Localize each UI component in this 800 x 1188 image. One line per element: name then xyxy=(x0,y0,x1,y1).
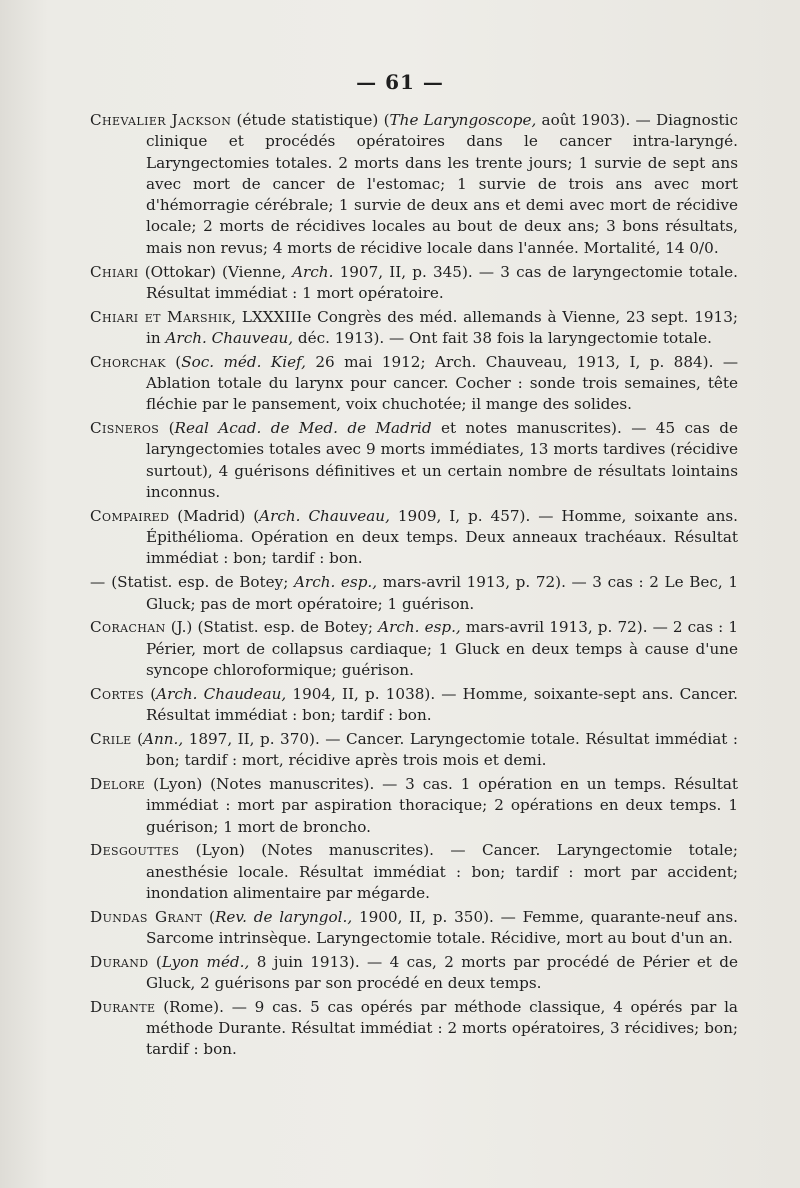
bibliography-entry xyxy=(90,572,738,615)
entry-text: 1900, II, p. 350). — Femme, quarante-neuf ans. Sarcome intrinsèque. Laryngectomie totale. Récidive, mort au bout d'un an. xyxy=(146,907,738,947)
author-name: Chiari et Marshik xyxy=(90,307,232,326)
bibliography-entry xyxy=(90,307,738,350)
entry-text: (Madrid) ( xyxy=(169,506,260,525)
entry-text: , LXXXIIIe Congrès des méd. allemands à Vienne, 23 sept. 1913; in xyxy=(146,307,739,347)
author-name: Delore xyxy=(90,774,146,793)
entry-text: ( xyxy=(148,952,162,971)
entry-text: ( xyxy=(144,684,157,703)
bibliography-entry xyxy=(90,729,738,772)
author-name: Compaired xyxy=(90,506,170,525)
author-name: Crile xyxy=(90,729,132,748)
author-name: — xyxy=(90,573,106,592)
publication-title: Arch. xyxy=(292,262,334,281)
publication-title: Rev. de laryngol., xyxy=(214,907,353,926)
bibliography-entry xyxy=(90,774,738,838)
entry-text: 1907, II, p. 345). — 3 cas de laryngectomie totale. Résultat immédiat : 1 mort opératoire. xyxy=(146,262,738,302)
entry-text: (Statist. esp. de Botey; xyxy=(105,573,294,592)
publication-title: Soc. méd. Kief, xyxy=(181,352,306,371)
entry-text: ( xyxy=(165,352,182,371)
author-name: Durante xyxy=(90,997,156,1016)
entry-text: ( xyxy=(131,729,144,748)
bibliography-entry xyxy=(90,418,738,503)
entry-text: août 1903). — Diagnostic clinique et procédés opératoires dans le cancer intra-laryngé. Laryngectomies totales. 2 morts dans les trente jours; 1 survie de sept ans avec mort de cancer de l'estomac; 1 survie de trois ans avec mort d'hémorragie cérébrale; 1 survie de deux ans et demi avec mort de récidive locale; 2 morts de récidives locales au bout de deux ans; 3 bons résultats, mais non revus; 4 morts de récidive locale dans l'année. Mortalité, 14 0/0. xyxy=(146,111,738,257)
bibliography-list xyxy=(90,110,738,1063)
author-name: Cortes xyxy=(90,684,145,703)
entry-text: déc. 1913). — Ont fait 38 fois la laryngectomie totale. xyxy=(293,328,712,347)
entry-text: 8 juin 1913). — 4 cas, 2 morts par procédé de Périer et de Gluck, 2 guérisons par son procédé en deux temps. xyxy=(146,952,739,993)
bibliography-entry xyxy=(90,952,738,995)
publication-title: The Laryngoscope, xyxy=(389,111,537,129)
bibliography-entry xyxy=(90,262,738,305)
author-name: Chiari xyxy=(90,262,139,281)
entry-text: 26 mai 1912; Arch. Chauveau, 1913, I, p. 884). — Ablation totale du larynx pour cancer. Cocher : sonde trois semaines, tête fléchie par le pansement, voix chuchotée; il mange des solides. xyxy=(146,352,739,414)
bibliography-entry xyxy=(90,617,738,681)
bibliography-entry xyxy=(90,684,738,727)
entry-text: 1909, I, p. 457). — Homme, soixante ans. Épithélioma. Opération en deux temps. Deux anneaux trachéaux. Résultat immédiat : bon; tardif : bon. xyxy=(146,506,738,568)
bibliography-entry xyxy=(90,997,738,1061)
publication-title: Arch. Chauveau, xyxy=(165,328,294,347)
publication-title: Arch. Chauveau, xyxy=(259,506,390,525)
entry-text: (J.) (Statist. esp. de Botey; xyxy=(165,618,379,637)
publication-title: Arch. esp., xyxy=(293,573,378,592)
publication-title: Arch. esp., xyxy=(378,618,461,637)
publication-title: Ann., xyxy=(143,729,184,748)
publication-title: Lyon méd., xyxy=(161,952,250,971)
bibliography-entry xyxy=(90,840,738,904)
page-number: — 61 — xyxy=(356,70,444,94)
entry-text: (Lyon) (Notes manuscrites). — Cancer. Laryngectomie totale; anesthésie locale. Résultat immédiat : bon; tardif : mort par accident; inondation alimentaire par mégarde. xyxy=(146,841,738,902)
author-name: Chorchak xyxy=(90,352,166,371)
entry-text: ( xyxy=(159,419,175,438)
author-name: Desgouttes xyxy=(90,841,180,860)
author-name: Chevalier Jackson xyxy=(90,111,232,129)
entry-text: mars-avril 1913, p. 72). — 2 cas : 1 Périer, mort de collapsus cardiaque; 1 Gluck en deux temps à cause d'une syncope chloroformique; guérison. xyxy=(146,618,739,679)
entry-text: (Rome). — 9 cas. 5 cas opérés par méthode classique, 4 opérés par la méthode Durante. Résultat immédiat : 2 morts opératoires, 3 récidives; bon; tardif : bon. xyxy=(146,997,738,1059)
entry-text: (Lyon) (Notes manuscrites). — 3 cas. 1 opération en un temps. Résultat immédiat : mort par aspiration thoracique; 2 opérations en deux temps. 1 guérison; 1 mort de broncho. xyxy=(145,774,738,836)
entry-text: 1897, II, p. 370). — Cancer. Laryngectomie totale. Résultat immédiat : bon; tardif : mort, récidive après trois mois et demi. xyxy=(146,729,738,770)
publication-title: Real Acad. de Med. de Madrid xyxy=(174,419,432,438)
entry-text: (étude statistique) ( xyxy=(231,111,390,129)
author-name: Dundas Grant xyxy=(90,907,203,926)
entry-text: (Ottokar) (Vienne, xyxy=(138,262,293,281)
author-name: Cisneros xyxy=(90,419,160,438)
entry-text: et notes manuscrites). — 45 cas de laryngectomies totales avec 9 morts immédiates, 13 morts tardives (récidive surtout), 4 guérisons définitives et un certain nombre de résultats lointains inconnus. xyxy=(146,419,738,502)
bibliography-entry xyxy=(90,907,738,950)
entry-text: mars-avril 1913, p. 72). — 3 cas : 2 Le Bec, 1 Gluck; pas de mort opératoire; 1 guérison. xyxy=(146,573,738,613)
entry-text: 1904, II, p. 1038). — Homme, soixante-sept ans. Cancer. Résultat immédiat : bon; tardif : bon. xyxy=(146,684,738,725)
bibliography-entry xyxy=(90,506,738,570)
bibliography-entry xyxy=(90,352,738,416)
author-name: Corachan xyxy=(90,618,166,637)
author-name: Durand xyxy=(90,952,149,971)
publication-title: Arch. Chaudeau, xyxy=(156,684,287,703)
bibliography-entry xyxy=(90,110,738,259)
entry-text: ( xyxy=(202,907,215,926)
